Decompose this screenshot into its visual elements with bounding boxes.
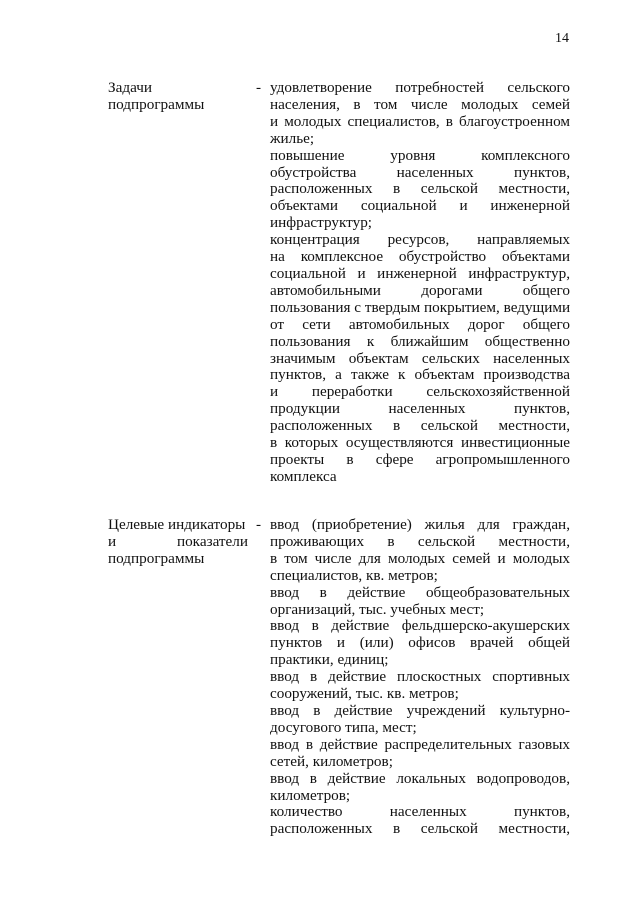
text-line: расположенных в сельской местности, bbox=[270, 180, 570, 198]
section-content bbox=[270, 517, 570, 838]
list-item bbox=[270, 80, 570, 148]
label-line: подпрограммы bbox=[108, 549, 205, 567]
text-line: ввод в действие учреждений культурно- bbox=[270, 701, 570, 719]
text-line: специалистов, кв. метров; bbox=[270, 566, 438, 584]
label-line: и показатели bbox=[108, 532, 248, 550]
text-line: ввод в действие общеобразовательных bbox=[270, 583, 570, 601]
list-item bbox=[270, 148, 570, 233]
text-line: обустройства населенных пунктов, bbox=[270, 163, 570, 181]
text-line: объектами социальной и инженерной bbox=[270, 197, 570, 215]
section-label bbox=[108, 80, 248, 114]
list-item bbox=[270, 585, 570, 619]
text-line: проживающих в сельской местности, bbox=[270, 532, 570, 550]
text-line: автомобильными дорогами общего bbox=[270, 281, 570, 299]
text-line: повышение уровня комплексного bbox=[270, 146, 570, 164]
section-label bbox=[108, 517, 248, 568]
list-item bbox=[270, 669, 570, 703]
text-line: удовлетворение потребностей сельского bbox=[270, 79, 570, 96]
text-line: значимым объектам сельских населенных bbox=[270, 349, 570, 367]
list-item bbox=[270, 703, 570, 737]
text-line: ввод (приобретение) жилья для граждан, bbox=[270, 516, 570, 533]
text-line: количество населенных пунктов, bbox=[270, 803, 570, 821]
list-item bbox=[270, 804, 570, 838]
text-line: социальной и инженерной инфраструктур, bbox=[270, 264, 570, 282]
text-line: ввод в действие плоскостных спортивных bbox=[270, 668, 570, 686]
text-line: досугового типа, мест; bbox=[270, 718, 417, 736]
text-line: сетей, километров; bbox=[270, 752, 393, 770]
text-line: концентрация ресурсов, направляемых bbox=[270, 231, 570, 249]
page-number: 14 bbox=[555, 31, 569, 46]
text-line: пунктов, а также к объектам производства bbox=[270, 366, 570, 384]
text-line: расположенных в сельской местности, bbox=[270, 820, 570, 838]
text-line: в которых осуществляются инвестиционные bbox=[270, 434, 570, 452]
list-item bbox=[270, 517, 570, 585]
label-line: Задачи bbox=[108, 79, 152, 96]
text-line: ввод в действие локальных водопроводов, bbox=[270, 769, 570, 787]
list-item bbox=[270, 737, 570, 771]
list-item bbox=[270, 618, 570, 669]
text-line: продукции населенных пунктов, bbox=[270, 400, 570, 418]
text-line: пользования к ближайшим общественно bbox=[270, 332, 570, 350]
text-line: от сети автомобильных дорог общего bbox=[270, 315, 570, 333]
text-line: и молодых специалистов, в благоустроенном bbox=[270, 112, 570, 130]
text-line: пользования с твердым покрытием, ведущими bbox=[270, 298, 571, 316]
text-line: в том числе для молодых семей и молодых bbox=[270, 549, 570, 567]
section-content bbox=[270, 80, 570, 486]
text-line: населения, в том числе молодых семей bbox=[270, 95, 570, 113]
text-line: организаций, тыс. учебных мест; bbox=[270, 600, 485, 618]
text-line: на комплексное обустройство объектами bbox=[270, 248, 570, 266]
text-line: километров; bbox=[270, 786, 351, 804]
text-line: и переработки сельскохозяйственной bbox=[270, 383, 570, 401]
text-line: практики, единиц; bbox=[270, 651, 389, 669]
list-item bbox=[270, 771, 570, 805]
dash-separator: - bbox=[256, 79, 262, 96]
label-line: Целевые индикаторы bbox=[108, 516, 246, 533]
text-line: ввод в действие распределительных газовых bbox=[270, 735, 570, 753]
text-line: инфраструктур; bbox=[270, 214, 373, 232]
text-line: сооружений, тыс. кв. метров; bbox=[270, 685, 459, 703]
text-line: жилье; bbox=[270, 129, 315, 147]
text-line: расположенных в сельской местности, bbox=[270, 417, 570, 435]
text-line: проекты в сфере агропромышленного bbox=[270, 450, 570, 468]
label-line: подпрограммы bbox=[108, 95, 205, 113]
text-line: комплекса bbox=[270, 467, 337, 485]
text-line: пунктов и (или) офисов врачей общей bbox=[270, 634, 570, 652]
dash-separator: - bbox=[256, 516, 262, 533]
text-line: ввод в действие фельдшерско-акушерских bbox=[270, 617, 570, 635]
list-item bbox=[270, 232, 570, 486]
